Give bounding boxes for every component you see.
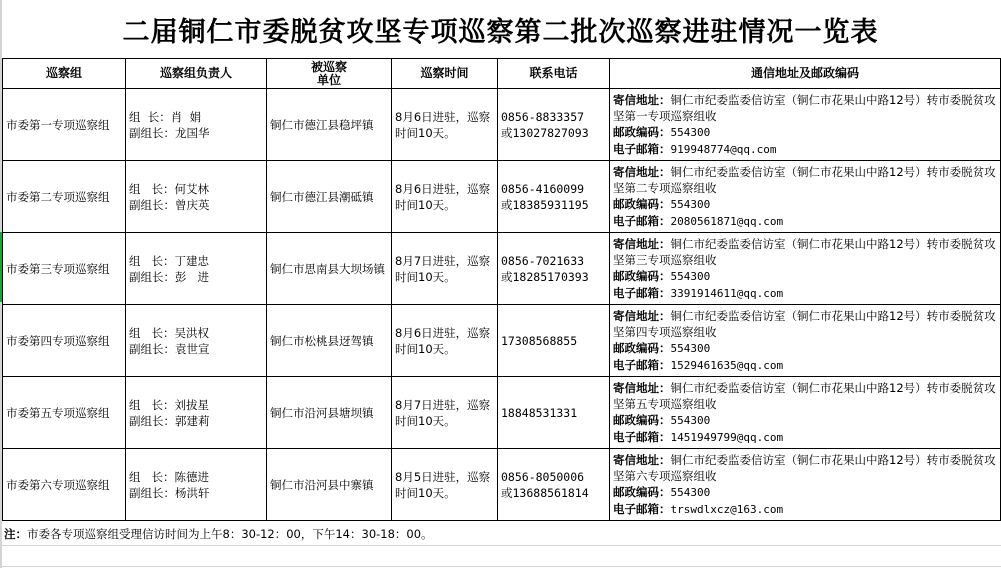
postcode-line bbox=[613, 412, 997, 429]
phone-cell bbox=[498, 233, 610, 305]
inspection-table bbox=[2, 58, 1001, 521]
email-line bbox=[613, 213, 997, 230]
header-group: 巡察组 bbox=[3, 59, 126, 89]
email-label: 电子邮箱： bbox=[613, 213, 671, 228]
leader-cell bbox=[126, 161, 267, 233]
leader-line: 组 长：丁建忠 bbox=[129, 253, 209, 268]
mail-label: 寄信地址： bbox=[613, 164, 671, 179]
postcode-value: 554300 bbox=[670, 341, 711, 355]
postcode-line bbox=[613, 124, 997, 141]
footnote-label: 注： bbox=[4, 527, 27, 541]
phone-cell bbox=[498, 305, 610, 377]
mail-address-line bbox=[613, 92, 997, 124]
unit-cell: 铜仁市沿河县中寨镇 bbox=[267, 449, 392, 521]
header-leader: 巡察组负责人 bbox=[126, 59, 267, 89]
postcode-line bbox=[613, 340, 997, 357]
group-cell: 市委第五专项巡察组 bbox=[3, 377, 126, 449]
mail-address: 铜仁市纪委监委信访室（铜仁市花果山中路12号）转市委脱贫攻坚第二专项巡察组收 bbox=[613, 164, 996, 195]
leader-cell bbox=[126, 89, 267, 161]
email-line bbox=[613, 141, 997, 158]
email-line bbox=[613, 285, 997, 302]
email-label: 电子邮箱： bbox=[613, 357, 671, 372]
time-cell: 8月6日进驻，巡察时间10天。 bbox=[392, 89, 498, 161]
email-value[interactable]: trswdlxcz@163.com bbox=[670, 502, 784, 516]
email-label: 电子邮箱： bbox=[613, 501, 671, 516]
table-row bbox=[3, 161, 1001, 233]
table-row bbox=[3, 305, 1001, 377]
header-unit-line1: 被巡察 bbox=[310, 59, 347, 74]
email-label: 电子邮箱： bbox=[613, 285, 671, 300]
leader-line: 组 长：吴洪权 bbox=[129, 325, 209, 340]
email-label: 电子邮箱： bbox=[613, 141, 671, 156]
phone-primary: 17308568855 bbox=[501, 333, 578, 348]
leader-line: 组 长：肖 娟 bbox=[129, 109, 202, 124]
time-cell: 8月7日进驻，巡察时间10天。 bbox=[392, 233, 498, 305]
footnote-text: 市委各专项巡察组受理信访时间为上午8：30-12：00，下午14：30-18：00。 bbox=[27, 527, 433, 541]
mail-address-line bbox=[613, 164, 997, 196]
mail-label: 寄信地址： bbox=[613, 308, 671, 323]
phone-primary: 0856-8833357 bbox=[501, 109, 585, 124]
time-cell: 8月7日进驻，巡察时间10天。 bbox=[392, 377, 498, 449]
postcode-value: 554300 bbox=[670, 485, 711, 499]
postcode-label: 邮政编码： bbox=[613, 412, 671, 427]
mail-label: 寄信地址： bbox=[613, 380, 671, 395]
unit-cell: 铜仁市德江县稳坪镇 bbox=[267, 89, 392, 161]
mail-label: 寄信地址： bbox=[613, 92, 671, 107]
sheet-gridline bbox=[0, 566, 1001, 567]
postcode-value: 554300 bbox=[670, 197, 711, 211]
address-cell bbox=[610, 449, 1001, 521]
phone-primary: 0856-8050006 bbox=[501, 469, 585, 484]
postcode-value: 554300 bbox=[670, 413, 711, 427]
email-value[interactable]: 1529461635@qq.com bbox=[670, 358, 784, 372]
address-cell bbox=[610, 161, 1001, 233]
phone-cell bbox=[498, 161, 610, 233]
email-value[interactable]: 3391914611@qq.com bbox=[670, 286, 784, 300]
time-cell: 8月5日进驻，巡察时间10天。 bbox=[392, 449, 498, 521]
group-cell: 市委第二专项巡察组 bbox=[3, 161, 126, 233]
postcode-label: 邮政编码： bbox=[613, 484, 671, 499]
group-cell: 市委第一专项巡察组 bbox=[3, 89, 126, 161]
email-value[interactable]: 2080561871@qq.com bbox=[670, 214, 784, 228]
mail-address: 铜仁市纪委监委信访室（铜仁市花果山中路12号）转市委脱贫攻坚第六专项巡察组收 bbox=[613, 452, 996, 483]
mail-label: 寄信地址： bbox=[613, 236, 671, 251]
time-cell: 8月6日进驻，巡察时间10天。 bbox=[392, 305, 498, 377]
mail-address-line bbox=[613, 452, 997, 484]
phone-secondary: 或18285170393 bbox=[501, 269, 589, 284]
postcode-value: 554300 bbox=[670, 269, 711, 283]
mail-address: 铜仁市纪委监委信访室（铜仁市花果山中路12号）转市委脱贫攻坚第一专项巡察组收 bbox=[613, 92, 996, 123]
mail-address: 铜仁市纪委监委信访室（铜仁市花果山中路12号）转市委脱贫攻坚第三专项巡察组收 bbox=[613, 236, 996, 267]
deputy-leader-line: 副组长：杨洪轩 bbox=[129, 485, 210, 500]
leader-line: 组 长：何艾林 bbox=[129, 181, 209, 196]
deputy-leader-line: 副组长：彭 进 bbox=[129, 269, 209, 284]
table-row bbox=[3, 233, 1001, 305]
email-line bbox=[613, 501, 997, 518]
mail-address: 铜仁市纪委监委信访室（铜仁市花果山中路12号）转市委脱贫攻坚第四专项巡察组收 bbox=[613, 308, 996, 339]
table-row bbox=[3, 449, 1001, 521]
unit-cell: 铜仁市德江县潮砥镇 bbox=[267, 161, 392, 233]
postcode-label: 邮政编码： bbox=[613, 340, 671, 355]
leader-cell bbox=[126, 377, 267, 449]
phone-secondary: 或13027827093 bbox=[501, 125, 589, 140]
mail-address-line bbox=[613, 308, 997, 340]
leader-line: 组 长：刘拔星 bbox=[129, 397, 209, 412]
phone-primary: 0856-7021633 bbox=[501, 253, 585, 268]
address-cell bbox=[610, 233, 1001, 305]
table-row bbox=[3, 89, 1001, 161]
postcode-label: 邮政编码： bbox=[613, 196, 671, 211]
phone-secondary: 或18385931195 bbox=[501, 197, 589, 212]
deputy-leader-line: 副组长：曾庆英 bbox=[129, 197, 210, 212]
mail-address: 铜仁市纪委监委信访室（铜仁市花果山中路12号）转市委脱贫攻坚第五专项巡察组收 bbox=[613, 380, 996, 411]
phone-cell bbox=[498, 89, 610, 161]
postcode-line bbox=[613, 268, 997, 285]
phone-primary: 18848531331 bbox=[501, 405, 578, 420]
address-cell bbox=[610, 305, 1001, 377]
phone-cell bbox=[498, 449, 610, 521]
email-line bbox=[613, 429, 997, 446]
mail-address-line bbox=[613, 236, 997, 268]
leader-line: 组 长：陈德进 bbox=[129, 469, 209, 484]
address-cell bbox=[610, 377, 1001, 449]
postcode-line bbox=[613, 484, 997, 501]
email-value[interactable]: 1451949799@qq.com bbox=[670, 430, 784, 444]
time-cell: 8月6日进驻，巡察时间10天。 bbox=[392, 161, 498, 233]
phone-secondary: 或13688561814 bbox=[501, 485, 589, 500]
leader-cell bbox=[126, 305, 267, 377]
postcode-label: 邮政编码： bbox=[613, 124, 671, 139]
unit-cell: 铜仁市思南县大坝场镇 bbox=[267, 233, 392, 305]
mail-label: 寄信地址： bbox=[613, 452, 671, 467]
header-unit-line2: 单位 bbox=[316, 72, 341, 87]
group-cell: 市委第六专项巡察组 bbox=[3, 449, 126, 521]
unit-cell: 铜仁市沿河县塘坝镇 bbox=[267, 377, 392, 449]
leader-cell bbox=[126, 233, 267, 305]
deputy-leader-line: 副组长：龙国华 bbox=[129, 125, 210, 140]
group-cell: 市委第四专项巡察组 bbox=[3, 305, 126, 377]
unit-cell: 铜仁市松桃县迓驾镇 bbox=[267, 305, 392, 377]
footnote bbox=[4, 523, 994, 545]
email-label: 电子邮箱： bbox=[613, 429, 671, 444]
postcode-value: 554300 bbox=[670, 125, 711, 139]
table-header-row bbox=[3, 59, 1001, 89]
header-phone: 联系电话 bbox=[498, 59, 610, 89]
header-address: 通信地址及邮政编码 bbox=[610, 59, 1001, 89]
postcode-label: 邮政编码： bbox=[613, 268, 671, 283]
table-row bbox=[3, 377, 1001, 449]
phone-cell bbox=[498, 377, 610, 449]
email-line bbox=[613, 357, 997, 374]
group-cell: 市委第三专项巡察组 bbox=[3, 233, 126, 305]
email-value[interactable]: 919948774@qq.com bbox=[670, 142, 777, 156]
sheet-gridline bbox=[0, 545, 1001, 546]
leader-cell bbox=[126, 449, 267, 521]
postcode-line bbox=[613, 196, 997, 213]
header-unit bbox=[267, 59, 392, 89]
address-cell bbox=[610, 89, 1001, 161]
page-title: 二届铜仁市委脱贫攻坚专项巡察第二批次巡察进驻情况一览表 bbox=[122, 16, 879, 48]
mail-address-line bbox=[613, 380, 997, 412]
header-time: 巡察时间 bbox=[392, 59, 498, 89]
phone-primary: 0856-4160099 bbox=[501, 181, 585, 196]
deputy-leader-line: 副组长：郭建莉 bbox=[129, 413, 210, 428]
deputy-leader-line: 副组长：袁世宣 bbox=[129, 341, 210, 356]
